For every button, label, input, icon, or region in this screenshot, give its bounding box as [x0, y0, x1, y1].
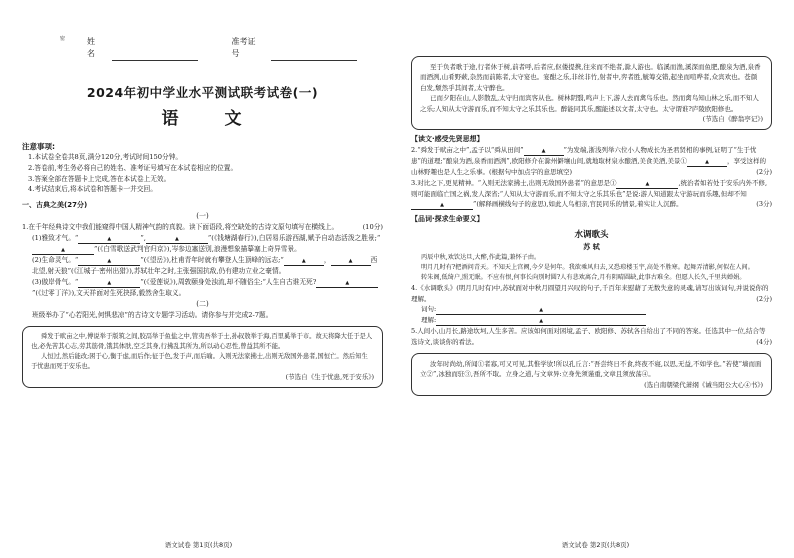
answer-blank[interactable]: ▲ [687, 159, 727, 167]
answer-blank[interactable]: ▲ [146, 236, 208, 244]
answer-blank[interactable]: ▲ [331, 258, 371, 266]
poem-author: 苏 轼 [583, 242, 600, 252]
q1-part-2: (2)生命灵气。“ ▲ ”(《望岳》),杜甫青年时就有攀登人生顶峰的远志;“ ▲ ， ▲ 西北望,射天狼”(《江城子·密州出猎》),苏轼壮年之时,主张强国抗敌,仍有建功立业之豪情。 [32, 255, 378, 275]
question-2: 2.“舜发于畎亩之中”,孟子以“舜从田间” ▲ ”为发端,浙浅列举六位小人物成长为圣君贤相的事例,证明了“生于忧患”的道理;“酿泉为酒,泉香而酒洌”,欧阳修介在滁州僻壤山间,就地取材泉水酿酒,美食美酒,美景① ▲ ，享受这样的山林野趣也是人生之乐事。(根据句中加点字的意思填空) (2分) [411, 145, 772, 176]
poem-preface: 丙辰中秋,欢饮达旦,大醉,作此篇,兼怀子由。 [421, 254, 541, 262]
question-1 [22, 222, 383, 233]
answer-blank[interactable]: ▲ [316, 280, 378, 288]
q1-lead: 1.在千年经典诗文中我们能窥得中国人精神气韵的真貌。读下面语段,将空缺处的古诗文原句填写在横线上。 [22, 222, 339, 231]
passage-box-1 [22, 326, 383, 388]
candidate-info-row [87, 36, 383, 61]
passage-source: (选自南朝梁代萧纲《诫当阳公大心④书》) [644, 380, 763, 389]
answer-blank[interactable]: ▲ [32, 247, 94, 255]
q1-part-3: (3)傲岸骨气。“ ▲ ”(《爱莲说》),周敦颐身处浊流,却不随俗尘;“人生自古谁无死? ▲”(《过零丁洋》),文天祥面对生死抉择,毅然舍生取义。 [22, 277, 383, 299]
notice-item: 4.考试结束后,将本试卷和答题卡一并交回。 [28, 185, 157, 194]
q4-answer-line: 理解: ▲ [411, 315, 772, 326]
answer-blank[interactable]: ▲ [616, 181, 678, 189]
part1-title: 一、古典之美(27分) [22, 201, 88, 209]
passage-paragraph: 舜发于畎亩之中,傅说举于版筑之间,胶鬲举于鱼盐之中,管夷吾举于士,孙叔敖举于海,百里奚举于市。故天将降大任于是人也,必先苦其心志,劳其筋骨,饿其体肤,空乏其身,行拂乱其所为,所以动心忍性,曾益其所不能。 [31, 332, 373, 350]
answer-blank[interactable]: ▲ [411, 202, 473, 210]
id-label: 准考证号 [231, 37, 256, 59]
answer-blank[interactable]: ▲ [436, 307, 646, 315]
q3-score: (3分) [756, 200, 772, 209]
sub-section-2: (二) [196, 300, 209, 309]
passage-source: (节选自《醉翁亭记》) [702, 114, 763, 123]
section-head-read: 【读文·感受先贤思想】 [411, 135, 484, 144]
name-label: 姓名 [87, 37, 95, 59]
q1-score: (10分) [362, 222, 383, 231]
passage-box-2 [411, 56, 772, 130]
q4-score: (2分) [756, 294, 772, 303]
page-footer-left: 语文试卷 第1页(共8页) [164, 540, 233, 549]
question-5: 5.人间小,山月长,路途坎坷,人生多苦。应该如何面对困境,孟子、欧阳修、苏轼各自给出了不同的答案。任选其中一位,结合等选诗文,谈谈你的看法。 (4分) [411, 327, 772, 347]
poem-title: 水调歌头 [574, 230, 609, 241]
name-field[interactable] [112, 52, 198, 61]
activity-intro: 班级举办了“心若阳光,何惧悲凉”的古诗文专题学习活动。请你参与并完成2-7题。 [32, 310, 273, 319]
question-4: 4.《水调歌头》(明月几时有)中,苏轼面对中秋月圆望月兴叹的句子,千百年来慰藉了无数失意的灵魂,请写出该词句,并说说你的理解。 (2分) [411, 283, 772, 303]
notice-item: 3.答案全部在答题卡上完成,答在本试卷上无效。 [28, 174, 171, 183]
seal-mark: 密 [60, 36, 66, 42]
passage-paragraph: 人恒过,然后能改;困于心,衡于虑,而后作;征于色,发于声,而后喻。入则无法家拂士,出则无敌国外患者,国恒亡。然后知生于忧患而死于安乐也。 [31, 353, 368, 371]
answer-blank[interactable]: ▲ [78, 258, 140, 266]
answer-blank[interactable]: ▲ [78, 280, 140, 288]
exam-title: 2024年初中学业水平测试联考试卷(一) [86, 84, 319, 100]
q2-score: (2分) [756, 167, 772, 176]
passage-paragraph: 汝年时尚幼,所闻①者寡,可又可见,其惟学欤!所以孔丘言:“吾尝终日不食,终夜不寝,以思,无益,不如学也。”若使“墙而面立②”,冰独而驻③,吾所不取。立身之道,与文章异:立身先须谨重,文章且须放荡④。 [420, 359, 762, 379]
notice-item: 2.答卷前,考生务必将自己的姓名、准考证号填写在本试卷相应的位置。 [28, 163, 238, 172]
q1-part-1: (1)雅致才气。“ ▲ ”, ▲ ”(《钱塘湖春行》),白居易乐游西湖,赋予自动态活泼之胜景;“▲ ”(《白雪歌送武判官归京》),岑参边塞送别,浪漫想象描摹塞上奇异雪景。 [32, 233, 381, 253]
passage-source: (节选自《生于忧患,死于安乐》) [285, 373, 374, 382]
q5-score: (4分) [756, 338, 772, 347]
id-field[interactable] [271, 52, 357, 61]
sub-section-1: (一) [196, 211, 209, 220]
right-page [397, 0, 794, 558]
notice-item: 1.本试卷全卷共8页,满分120分,考试时间150分钟。 [28, 153, 183, 162]
answer-blank[interactable]: ▲ [524, 148, 564, 156]
answer-blank[interactable]: ▲ [284, 258, 324, 266]
subject-title: 语 文 [161, 109, 262, 130]
answer-blank[interactable]: ▲ [436, 318, 646, 326]
page-footer-right: 语文试卷 第2页(共8页) [561, 540, 630, 549]
question-3: 3.对比之下,更见精神。“入则无法家拂士,出则无敌国外患者”的意思是① ▲ ,统治者如若处于安乐内外不修,则可能面临亡国之祸,发人深省;“人知从太守游而乐,而不知太守之乐其乐也”是说:游人知道跟太守游玩而乐趣,但却不知▲ ”(解释画横线句子的意思),如此人鸟相亲,官民同乐的情景,着实让人沉醉。 (3分) [411, 178, 772, 209]
q4-answer-line: 词句: ▲ [411, 304, 772, 315]
answer-blank[interactable]: ▲ [78, 236, 140, 244]
passage-paragraph: 已而夕阳在山,人影散乱,太守归而宾客从也。树林阴翳,鸣声上下,游人去而禽鸟乐也。然而禽鸟知山林之乐,而不知人之乐;人知从太守游而乐,而不知太守之乐其乐也。醉能同其乐,醒能述以文者,太守也。太守谓谁?庐陵欧阳修也。 [420, 94, 759, 113]
passage-box-3 [411, 353, 772, 396]
poem-line: 明月几时有?把酒问青天。不知天上宫阙,今夕是何年。我欲乘风归去,又恐琼楼玉宇,高处不胜寒。起舞弄清影,何似在人间。 [421, 264, 754, 272]
passage-paragraph: 至于负者歌于途,行者休于树,前者呼,后者应,伛偻提携,往来而不绝者,滁人游也。临溪而渔,溪深而鱼肥,酿泉为酒,泉香而酒洌,山肴野蔌,杂然而前陈者,太守宴也。宴酣之乐,非丝非竹,射者中,弈者胜,觥筹交错,起坐而喧哗者,众宾欢也。苍颜白发,颓然乎其间者,太守醉也。 [420, 63, 761, 92]
notice-title: 注意事项: [22, 141, 55, 151]
section-head-poem: 【品词·探求生命要义】 [411, 215, 484, 224]
poem-line: 转朱阁,低绮户,照无眠。不应有恨,何事长向别时圆?人有悲欢离合,月有阴晴圆缺,此事古难全。但愿人长久,千里共婵娟。 [421, 274, 746, 281]
